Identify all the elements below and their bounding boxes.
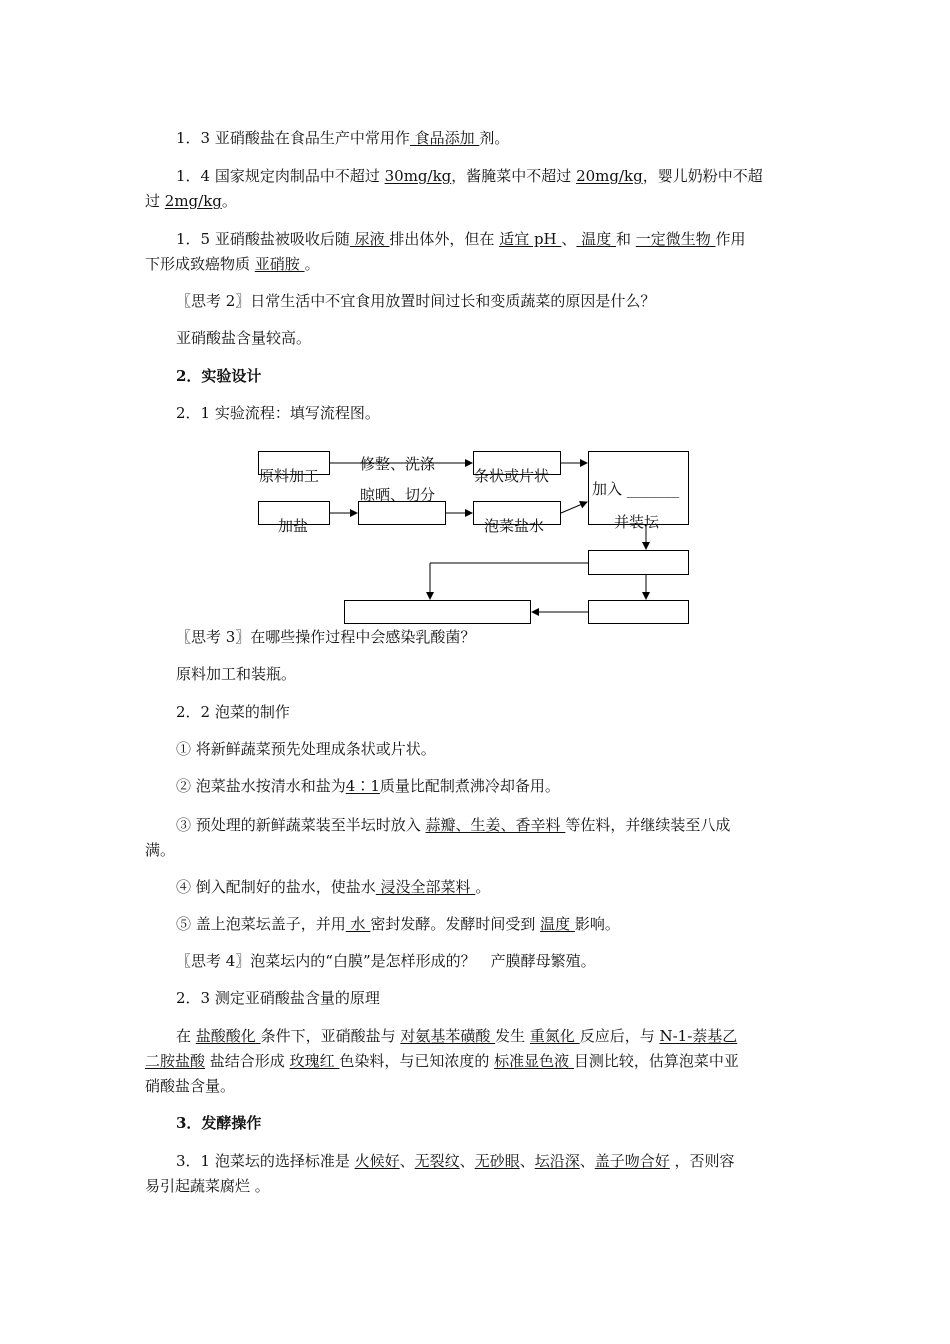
flow-box-strips-label: 条状或片状 <box>474 467 550 485</box>
think-2-answer: 亚硝酸盐含量较高。 <box>176 329 312 347</box>
flow-box-salt-label: 加盐 <box>278 517 309 535</box>
para-1-4-cont: 过 2mg/kg。 <box>145 192 237 210</box>
step-3: ③ 预处理的新鲜蔬菜装至半坛时放入 蒜瓣、生姜、香辛料 等佐料，并继续装至八成 <box>176 816 731 834</box>
step-5: ⑤ 盖上泡菜坛盖子，并用 水 密封发酵。发酵时间受到 温度 影响。 <box>176 915 620 933</box>
blank-answer: 坛沿深 <box>534 1152 580 1170</box>
para-2-1: 2．1 实验流程：填写流程图。 <box>176 404 380 422</box>
blank-answer: 玫瑰红 <box>289 1052 340 1070</box>
blank-answer: 4∶1 <box>345 777 380 795</box>
think-2-question: 〖思考 2〗日常生活中不宜食用放置时间过长和变质蔬菜的原因是什么？ <box>176 292 656 310</box>
blank-answer: 2mg/kg <box>164 192 222 210</box>
flow-box-add-label-2: 并装坛 <box>614 513 660 531</box>
blank-answer: 20mg/kg <box>576 167 643 185</box>
heading-2: 2．实验设计 <box>176 367 262 385</box>
para-1-4: 1．4 国家规定肉制品中不超过 30mg/kg，酱腌菜中不超过 20mg/kg，婴儿奶粉中不超 <box>176 167 763 185</box>
blank-answer: 二胺盐酸 <box>145 1052 206 1070</box>
blank-answer: 温度 <box>576 230 616 248</box>
principle-line-3: 硝酸盐含量。 <box>145 1077 236 1095</box>
blank-answer: 浸没全部菜料 <box>375 878 476 896</box>
principle-line-1: 在 盐酸酸化 条件下，亚硝酸盐与 对氨基苯磺酸 发生 重氮化 反应后，与 N-1-萘基乙 <box>176 1027 738 1045</box>
para-3-1-cont: 易引起蔬菜腐烂 。 <box>145 1177 270 1195</box>
step-3-cont: 满。 <box>145 841 176 859</box>
blank-answer: 盖子吻合好 <box>594 1152 670 1170</box>
blank-answer: 蒜瓣、生姜、香辛料 <box>425 816 566 834</box>
para-2-2: 2．2 泡菜的制作 <box>176 703 290 721</box>
para-1-3: 1．3 亚硝酸盐在食品生产中常用作 食品添加 剂。 <box>176 129 510 147</box>
blank-answer: 标准显色液 <box>494 1052 574 1070</box>
blank-answer: 温度 <box>540 915 575 933</box>
step-2: ② 泡菜盐水按清水和盐为4∶1质量比配制煮沸冷却备用。 <box>176 777 560 795</box>
heading-3: 3．发酵操作 <box>176 1114 262 1132</box>
para-1-5: 1．5 亚硝酸盐被吸收后随 尿液 排出体外，但在 适宜 pH 、 温度 和 一定微生物 作用 <box>176 230 746 248</box>
flow-step-label-1: 修整、洗涤 <box>360 455 436 473</box>
flow-box-brine-label: 泡菜盐水 <box>484 517 545 535</box>
blank-answer: 30mg/kg <box>384 167 452 185</box>
blank-answer: 对氨基苯磺酸 <box>400 1027 496 1045</box>
principle-line-2: 二胺盐酸 盐结合形成 玫瑰红 色染料，与已知浓度的 标准显色液 目测比较，估算泡菜中亚 <box>145 1052 739 1070</box>
blank-answer: N-1-萘基乙 <box>659 1027 738 1045</box>
think-3-answer: 原料加工和装瓶。 <box>176 665 297 683</box>
para-1-5-cont: 下形成致癌物质 亚硝胺 。 <box>145 255 320 273</box>
step-4: ④ 倒入配制好的盐水，使盐水 浸没全部菜料 。 <box>176 878 491 896</box>
para-3-1: 3．1 泡菜坛的选择标准是 火候好、无裂纹、无砂眼、坛沿深、盖子吻合好 ，否则容 <box>176 1152 735 1170</box>
think-4: 〖思考 4〗泡菜坛内的“白膜”是怎样形成的？ 产膜酵母繁殖。 <box>176 952 596 970</box>
blank-answer: 火候好 <box>354 1152 400 1170</box>
blank-answer: 食品添加 <box>409 129 480 147</box>
blank-answer: 一定微生物 <box>635 230 716 248</box>
blank-answer: 适宜 pH <box>499 230 562 248</box>
blank-answer: 盐酸酸化 <box>195 1027 261 1045</box>
blank-answer: 亚硝胺 <box>254 255 305 273</box>
blank-answer: 重氮化 <box>529 1027 580 1045</box>
step-1: ① 将新鲜蔬菜预先处理成条状或片状。 <box>176 740 436 758</box>
flow-step-label-2: 晾晒、切分 <box>360 486 436 504</box>
blank-answer: 水 <box>345 915 371 933</box>
para-2-3: 2．3 测定亚硝酸盐含量的原理 <box>176 989 380 1007</box>
blank-answer: 无砂眼 <box>474 1152 520 1170</box>
blank-answer: 尿液 <box>349 230 390 248</box>
blank-answer: 无裂纹 <box>414 1152 460 1170</box>
think-3-question: 〖思考 3〗在哪些操作过程中会感染乳酸菌？ <box>176 628 476 646</box>
flow-box-raw-label: 原料加工 <box>259 467 320 485</box>
flow-box-add-label: 加入 _______ <box>592 480 680 498</box>
